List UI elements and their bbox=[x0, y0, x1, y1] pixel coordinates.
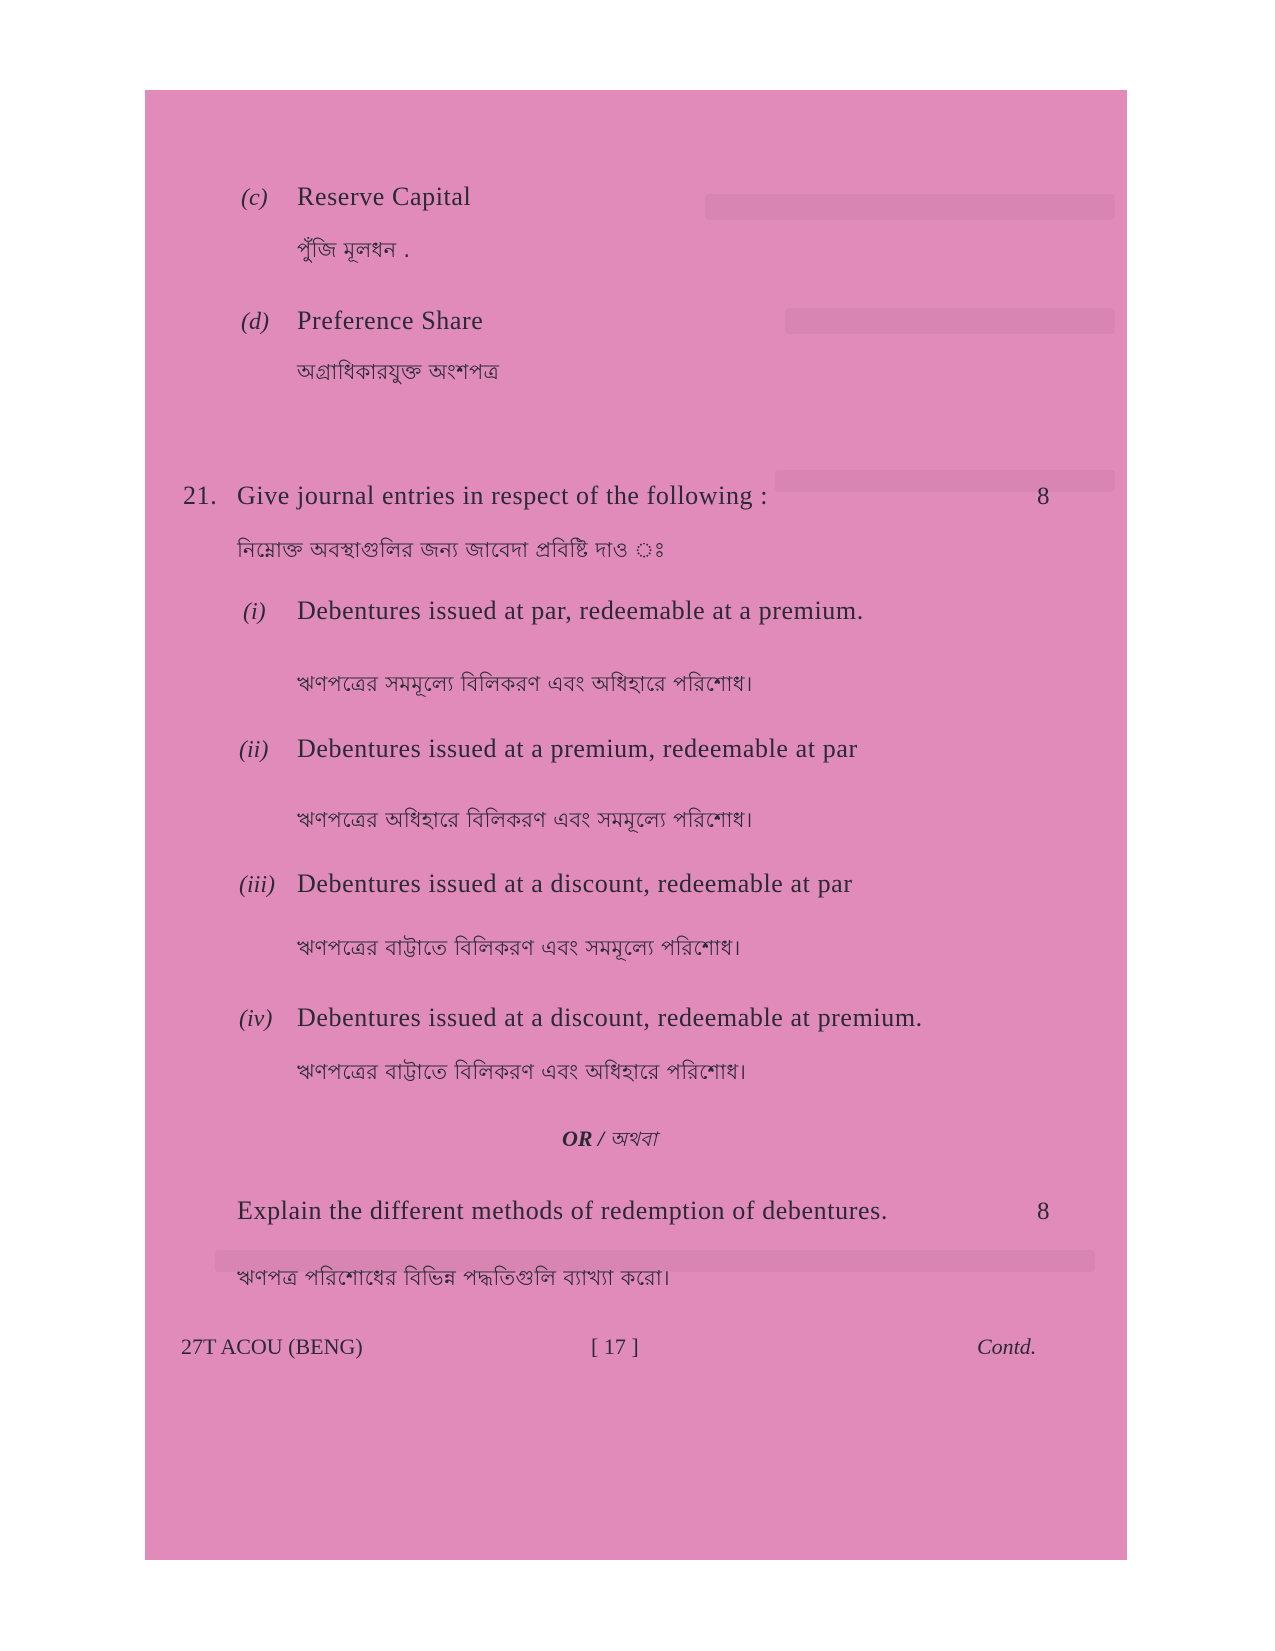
page-number: [ 17 ] bbox=[591, 1334, 639, 1359]
alternative-question-bengali: ঋণপত্র পরিশোধের বিভিন্ন পদ্ধতিগুলি ব্যাখ্যা করো। bbox=[237, 1266, 670, 1290]
or-divider bbox=[562, 1128, 657, 1150]
part-iii-english: Debentures issued at a discount, redeemable at par bbox=[297, 869, 853, 898]
part-ii-english: Debentures issued at a premium, redeemable at par bbox=[297, 734, 858, 763]
question-text-bengali: নিম্নোক্ত অবস্থাগুলির জন্য জাবেদা প্রবিষ্টি দাও ঃ bbox=[237, 538, 666, 562]
or-divider-bengali: অথবা bbox=[609, 1127, 657, 1151]
alternative-question-marks: 8 bbox=[1037, 1198, 1050, 1225]
item-d-label: (d) bbox=[241, 309, 269, 335]
alternative-question-text: Explain the different methods of redemption of debentures. bbox=[237, 1196, 888, 1225]
show-through-mark bbox=[785, 308, 1115, 334]
part-ii-bengali: ঋণপত্রের অধিহারে বিলিকরণ এবং সমমূল্যে পরিশোধ। bbox=[297, 808, 753, 832]
question-marks: 8 bbox=[1037, 483, 1050, 510]
item-c-english: Reserve Capital bbox=[297, 182, 472, 211]
question-text: Give journal entries in respect of the following : bbox=[237, 481, 769, 510]
item-c-bengali: পুঁজি মূলধন . bbox=[297, 238, 411, 262]
item-c-label: (c) bbox=[241, 185, 268, 211]
show-through-mark bbox=[705, 194, 1115, 220]
or-divider-english: OR / bbox=[562, 1126, 605, 1151]
part-iii-bengali: ঋণপত্রের বাট্টাতে বিলিকরণ এবং সমমূল্যে পরিশোধ। bbox=[297, 936, 741, 960]
part-ii-label: (ii) bbox=[239, 737, 269, 763]
part-iv-bengali: ঋণপত্রের বাট্টাতে বিলিকরণ এবং অধিহারে পরিশোধ। bbox=[297, 1060, 747, 1084]
part-i-english: Debentures issued at par, redeemable at a premium. bbox=[297, 596, 864, 625]
continued-label: Contd. bbox=[977, 1334, 1037, 1359]
part-iv-label: (iv) bbox=[239, 1006, 273, 1032]
item-d-bengali: অগ্রাধিকারযুক্ত অংশপত্র bbox=[297, 360, 500, 384]
part-iii-label: (iii) bbox=[239, 872, 275, 898]
show-through-mark bbox=[775, 470, 1115, 492]
question-number: 21. bbox=[183, 481, 218, 510]
item-d-english: Preference Share bbox=[297, 306, 484, 335]
part-i-bengali: ঋণপত্রের সমমূল্যে বিলিকরণ এবং অধিহারে পরিশোধ। bbox=[297, 672, 753, 696]
part-iv-english: Debentures issued at a discount, redeemable at premium. bbox=[297, 1003, 923, 1032]
question-paper-page bbox=[145, 90, 1127, 1560]
part-i-label: (i) bbox=[243, 599, 266, 625]
paper-code: 27T ACOU (BENG) bbox=[181, 1334, 363, 1359]
